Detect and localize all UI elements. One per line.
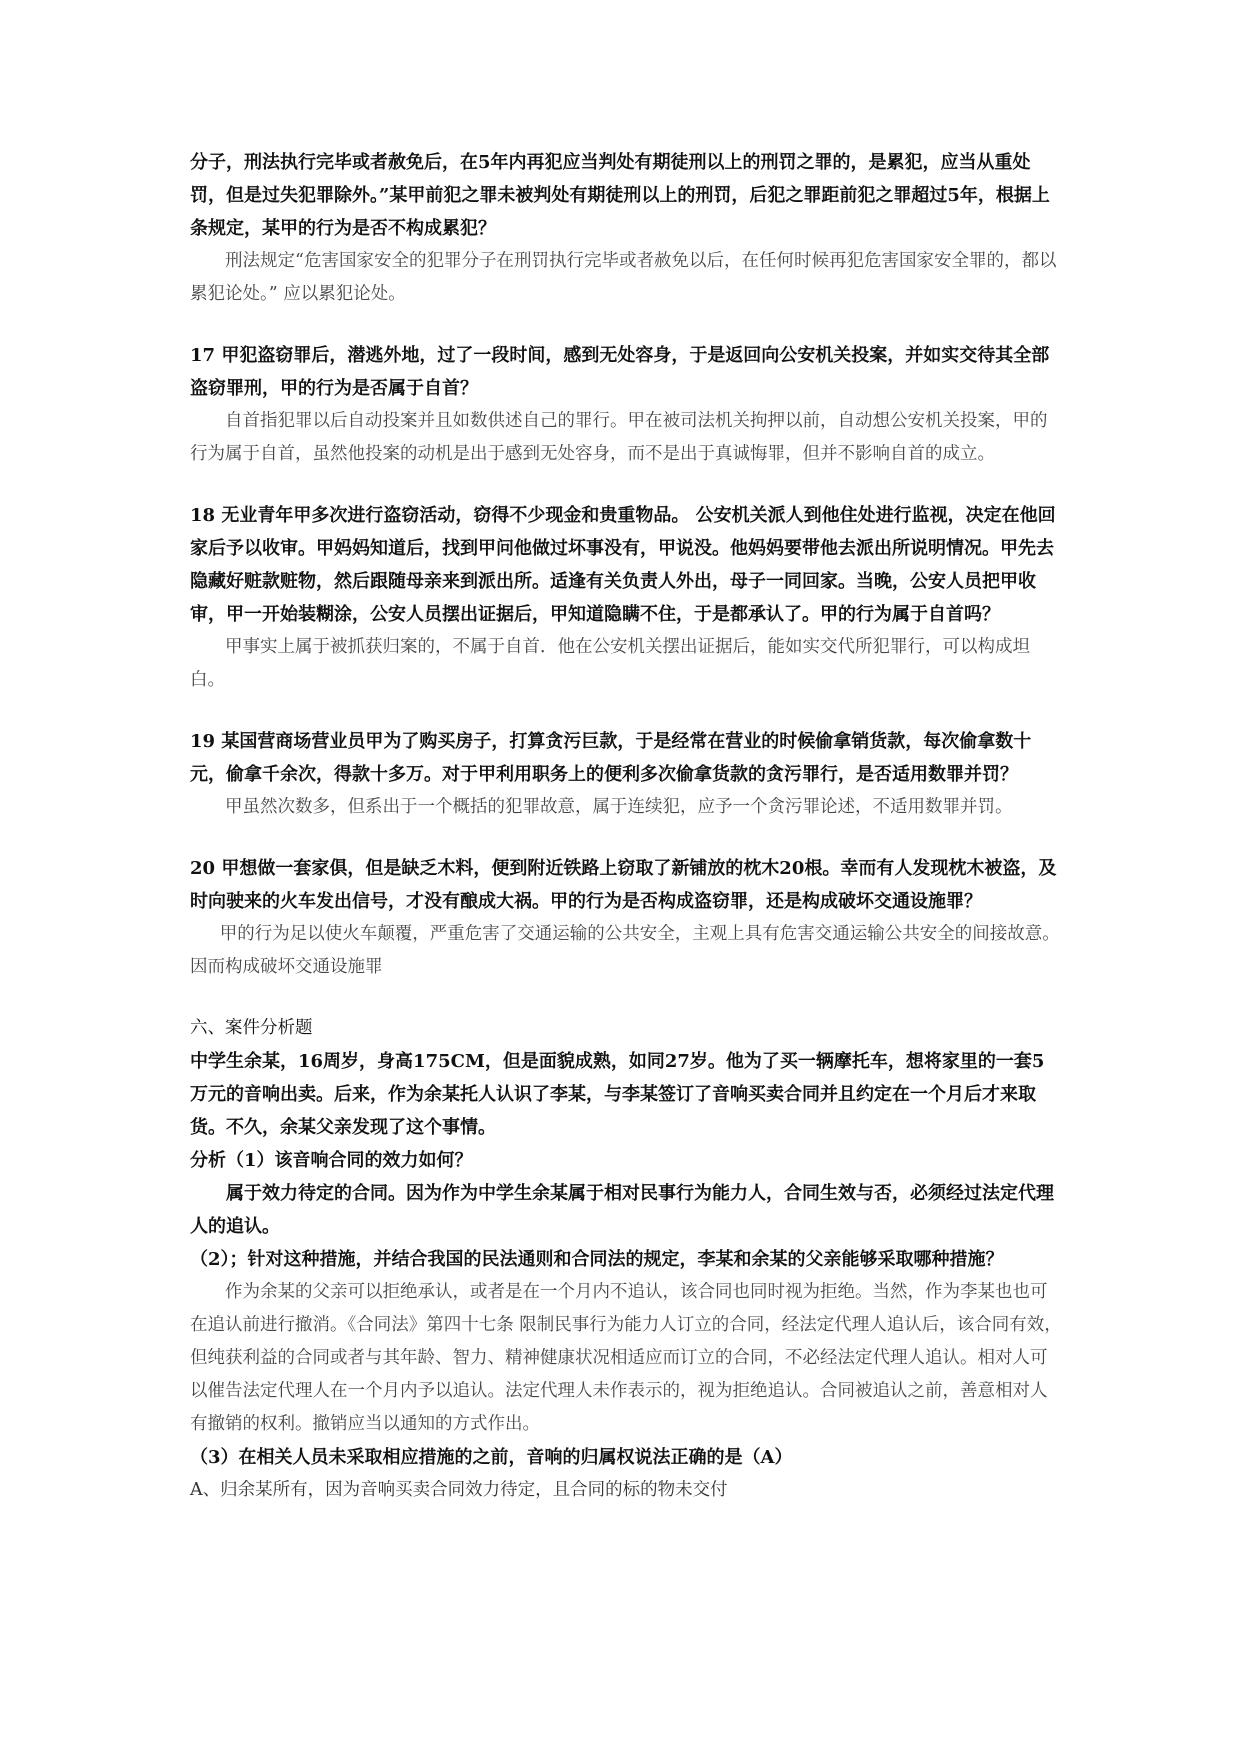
question-17: 17 甲犯盗窃罪后，潜逃外地，过了一段时间，感到无处容身，于是返回向公安机关投案，并如实交待其全部盗窃罪刑，甲的行为是否属于自首？ (190, 345, 1050, 399)
question-20: 20 甲想做一套家俱，但是缺乏木料，便到附近铁路上窃取了新铺放的枕木20根。幸而有人发现枕木被盗，及时向驶来的火车发出信号，才没有酿成大祸。甲的行为是否构成盗窃罪，还是构成破坏交通设施罪？ (190, 858, 1057, 912)
document-page (190, 146, 1062, 1507)
question-18: 18 无业青年甲多次进行盗窃活动，窃得不少现金和贵重物品。 公安机关派人到他住处进行监视，决定在他回家后予以收审。甲妈妈知道后，找到甲问他做过坏事没有，甲说没。他妈妈要带他去派出所说明情况。甲先去隐藏好赃款赃物，然后跟随母亲来到派出所。适逢有关负责人外出，母子一同回家。当晚，公安人员把甲收审，甲一开始装糊涂，公安人员摆出证据后，甲知道隐瞒不住，于是都承认了。甲的行为属于自首吗？ (190, 505, 1056, 625)
sub-answer-2: 作为余某的父亲可以拒绝承认，或者是在一个月内不追认，该合同也同时视为拒绝。当然，作为李某也也可在追认前进行撤消。《合同法》第四十七条 限制民事行为能力人订立的合同，经法定代理人追认后，该合同有效，但纯获利益的合同或者与其年龄、智力、精神健康状况相适应而订立的合同，不必经法定代理人追认。相对人可以催告法定代理人在一个月内予以追认。法定代理人未作表示的，视为拒绝追认。合同被追认之前，善意相对人有撤销的权利。撤销应当以通知的方式作出。 (190, 1282, 1062, 1434)
sub-question-3-option-a: A、归余某所有，因为音响买卖合同效力待定，且合同的标的物未交付 (190, 1480, 728, 1500)
case-description: 中学生余某，16周岁，身高175CM，但是面貌成熟，如同27岁。他为了买一辆摩托车，想将家里的一套5万元的音响出卖。后来，作为余某托人认识了李某，与李某签订了音响买卖合同并且约定在一个月后才来取货。不久，余某父亲发现了这个事情。 (190, 1051, 1045, 1138)
sub-answer-1: 属于效力待定的合同。因为作为中学生余某属于相对民事行为能力人，合同生效与否，必须经过法定代理人的追认。 (190, 1183, 1054, 1237)
answer-16: 刑法规定“危害国家安全的犯罪分子在刑罚执行完毕或者赦免以后，在任何时候再犯危害国家安全罪的，都以累犯论处。” 应以累犯论处。 (190, 251, 1057, 304)
sub-question-3: （3）在相关人员未采取相应措施的之前，音响的归属权说法正确的是（A） (190, 1447, 793, 1468)
section-heading-case-analysis: 六、案件分析题 (190, 1018, 313, 1038)
question-19: 19 某国营商场营业员甲为了购买房子，打算贪污巨款，于是经常在营业的时候偷拿销货款，每次偷拿数十元，偷拿千余次，得款十多万。对于甲利用职务上的便利多次偷拿货款的贪污罪行，是否适用数罪并罚？ (190, 731, 1032, 785)
sub-question-1: 分析（1）该音响合同的效力如何？ (190, 1150, 473, 1171)
sub-question-2: （2）；针对这种措施，并结合我国的民法通则和合同法的规定，李某和余某的父亲能够采取哪种措施？ (190, 1249, 1004, 1270)
answer-18: 甲事实上属于被抓获归案的，不属于自首．他在公安机关摆出证据后，能如实交代所犯罪行，可以构成坦白。 (190, 637, 1030, 690)
answer-17: 自首指犯罪以后自动投案并且如数供述自己的罪行。甲在被司法机关拘押以前，自动想公安机关投案，甲的行为属于自首，虽然他投案的动机是出于感到无处容身，而不是出于真诚悔罪，但并不影响自首的成立。 (190, 411, 1048, 464)
question-16-continued: 分子，刑法执行完毕或者赦免后，在5年内再犯应当判处有期徒刑以上的刑罚之罪的，是累犯，应当从重处罚，但是过失犯罪除外。”某甲前犯之罪未被判处有期徒刑以上的刑罚，后犯之罪距前犯之罪超过5年，根据上条规定，某甲的行为是否不构成累犯？ (190, 152, 1050, 239)
answer-19: 甲虽然次数多，但系出于一个概括的犯罪故意，属于连续犯，应予一个贪污罪论述，不适用数罪并罚。 (225, 797, 1013, 817)
answer-20: 甲的行为足以使火车颠覆，严重危害了交通运输的公共安全，主观上具有危害交通运输公共安全的间接故意。因而构成破坏交通设施罪 (190, 924, 1060, 977)
